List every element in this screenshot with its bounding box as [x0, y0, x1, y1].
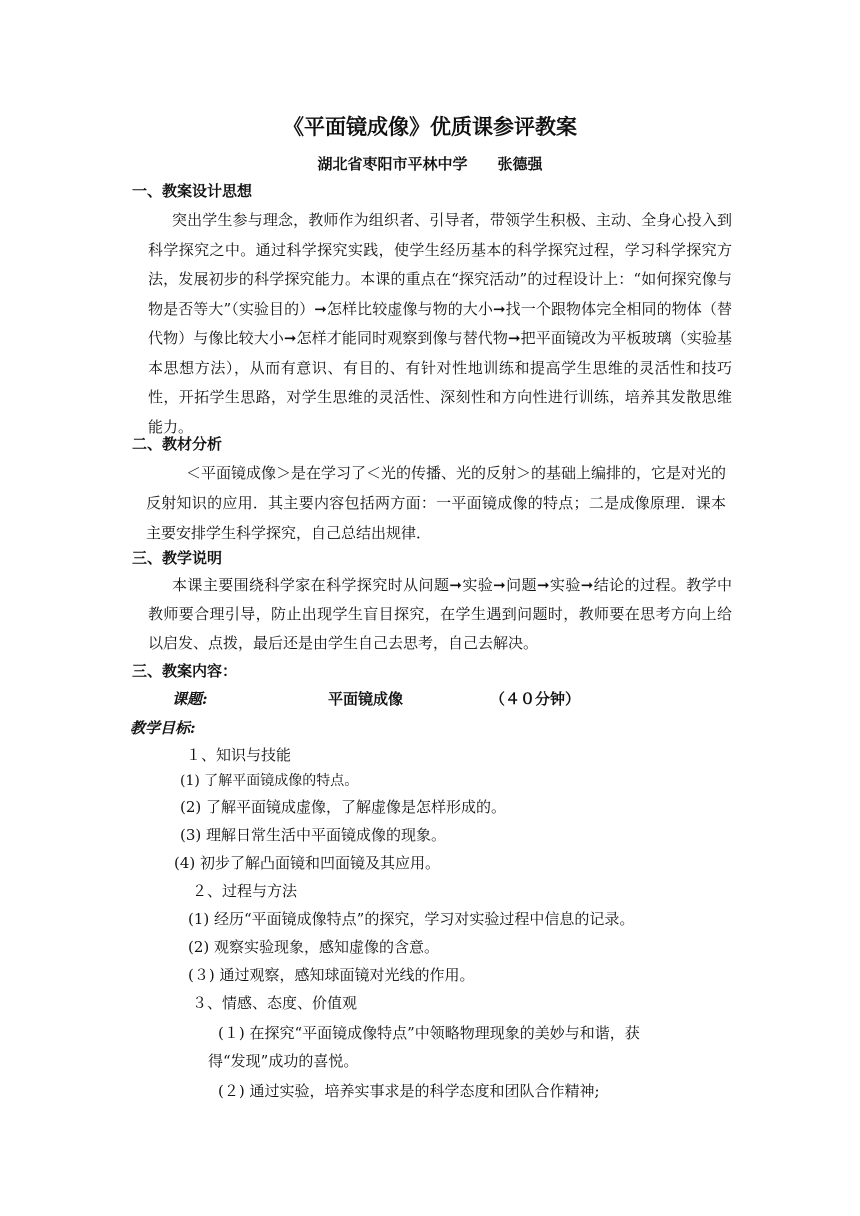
goal-item: (2) 观察实验现象，感知虚像的含意。 [188, 938, 440, 956]
goal-item: (１) 在探究“平面镜成像特点”中领略物理现象的美妙与和谐，获 [218, 1024, 640, 1042]
section-heading-content: 三、教案内容： [132, 662, 238, 680]
section-body-material: ＜平面镜成像＞是在学习了＜光的传播、光的反射＞的基础上编排的，它是对光的反射知识的应用．其主要内容包括两方面：一平面镜成像的特点；二是成像原理．课本主要安排学生科学探究，自己总结出规律． [146, 464, 727, 542]
section-heading-material: 二、教材分析 [132, 435, 223, 453]
goal-heading-attitude: ３、情感、态度、价值观 [192, 994, 358, 1012]
section-body-notes: 本课主要围绕科学家在科学探究时从问题➞实验➞问题➞实验➞结论的过程。教学中教师要合理引导，防止出现学生盲目探究，在学生遇到问题时，教师要在思考方向上给以启发、点拨，最后还是由学生自己去思考，自己去解决。 [148, 576, 732, 652]
document-title: 《平面镜成像》优质课参评教案 [283, 115, 577, 139]
goal-item: (1) 了解平面镜成像的特点。 [180, 773, 359, 789]
goal-item: (3) 理解日常生活中平面镜成像的现象。 [180, 826, 447, 844]
topic-name: 平面镜成像 [328, 690, 404, 708]
goals-label: 教学目标: [130, 719, 196, 737]
byline [0, 153, 860, 175]
goal-item: (4) 初步了解凸面镜和凹面镜及其应用。 [174, 854, 441, 872]
author-name: 张德强 [497, 155, 543, 173]
topic-label: 课题: [172, 690, 208, 708]
goal-item: (2) 了解平面镜成虚像，了解虚像是怎样形成的。 [180, 798, 507, 816]
goal-heading-knowledge: １、知识与技能 [186, 746, 292, 764]
school-name: 湖北省枣阳市平林中学 [317, 155, 468, 173]
goal-item: (２) 通过实验，培养实事求是的科学态度和团队合作精神; [218, 1082, 600, 1100]
section-body-design: 突出学生参与理念，教师作为组织者、引导者，带领学生积极、主动、全身心投入到科学探究之中。通过科学探究实践，使学生经历基本的科学探究过程，学习科学探究方法，发展初步的科学探究能力。本课的重点在“探究活动”的过程设计上：“如何探究像与物是否等大”（实验目的）➞怎样比较虚像与物的大小➞找一个跟物体完全相同的物体（替代物）与像比较大小➞怎样才能同时观察到像与替代物➞把平面镜改为平板玻璃（实验基本思想方法），从而有意识、有目的、有针对性地训练和提高学生思维的灵活性和技巧性，开拓学生思路，对学生思维的灵活性、深刻性和方向性进行训练，培养其发散思维能力。 [148, 211, 732, 436]
goal-item: (３) 通过观察，感知球面镜对光线的作用。 [188, 966, 475, 984]
goal-heading-process: ２、过程与方法 [192, 882, 298, 900]
topic-duration: （４０分钟） [490, 690, 581, 708]
goal-item-continued: 得“发现”成功的喜悦。 [208, 1052, 359, 1070]
section-heading-notes: 三、教学说明 [132, 549, 223, 567]
goal-item: (1) 经历“平面镜成像特点”的探究，学习对实验过程中信息的记录。 [188, 910, 635, 928]
section-heading-design: 一、教案设计思想 [132, 182, 253, 200]
